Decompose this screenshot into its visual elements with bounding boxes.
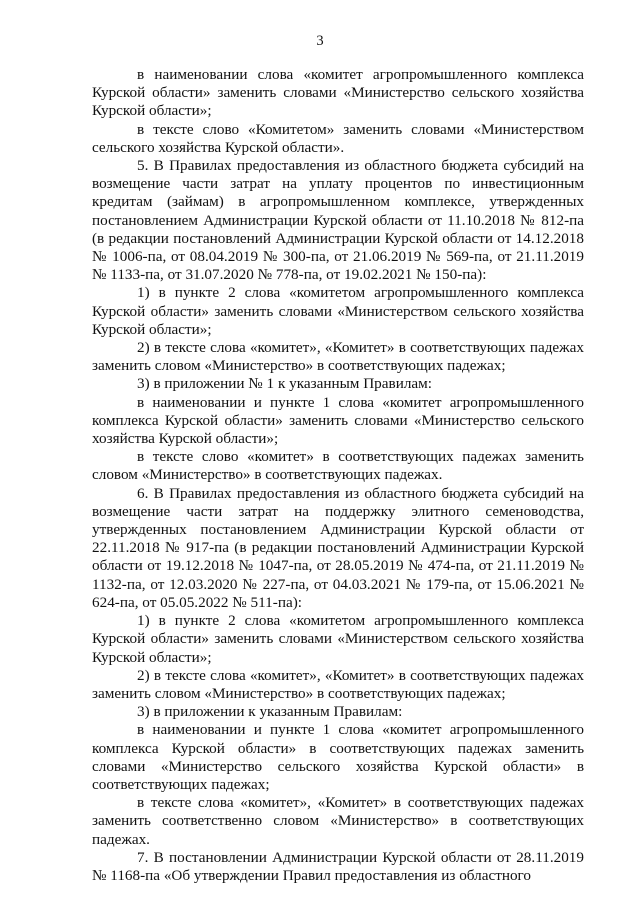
paragraph: 1) в пункте 2 слова «комитетом агропромышленного комплекса Курской области» заменить словами «Министерством сельского хозяйства Курской области»; [92, 284, 584, 338]
paragraph: 5. В Правилах предоставления из областного бюджета субсидий на возмещение части затрат на уплату процентов по инвестиционным кредитам (займам) в агропромышленном комплексе, утвержденных постановлением Администрации Курской области от 11.10.2018 № 812-па (в редакции постановлений Администрации Курской области от 14.12.2018 № 1006-па, от 08.04.2019 № 300-па, от 21.06.2019 № 569-па, от 21.11.2019 № 1133-па, от 31.07.2020 № 778-па, от 19.02.2021 № 150-па): [92, 157, 584, 284]
paragraph: 1) в пункте 2 слова «комитетом агропромышленного комплекса Курской области» заменить словами «Министерством сельского хозяйства Курской области»; [92, 612, 584, 666]
paragraph: в тексте слово «комитет» в соответствующих падежах заменить словом «Министерство» в соответствующих падежах. [92, 448, 584, 484]
paragraph: 3) в приложении к указанным Правилам: [137, 703, 403, 721]
document-body [92, 66, 584, 885]
paragraph: 7. В постановлении Администрации Курской области от 28.11.2019 № 1168-па «Об утверждении Правил предоставления из областного [92, 848, 584, 884]
paragraph: 2) в тексте слова «комитет», «Комитет» в соответствующих падежах заменить словом «Министерство» в соответствующих падежах; [92, 666, 584, 702]
paragraph: 2) в тексте слова «комитет», «Комитет» в соответствующих падежах заменить словом «Министерство» в соответствующих падежах; [92, 339, 584, 375]
paragraph: в наименовании и пункте 1 слова «комитет агропромышленного комплекса Курской области» заменить словами «Министерство сельского хозяйства Курской области»; [92, 393, 584, 448]
paragraph: в наименовании и пункте 1 слова «комитет агропромышленного комплекса Курской области» в соответствующих падежах заменить словами «Министерство сельского хозяйства Курской области» в соответствующих падежах; [92, 721, 584, 793]
paragraph: в наименовании слова «комитет агропромышленного комплекса Курской области» заменить словами «Министерство сельского хозяйства Курской области»; [92, 66, 584, 120]
paragraph: 3) в приложении № 1 к указанным Правилам: [137, 375, 432, 393]
paragraph: 6. В Правилах предоставления из областного бюджета субсидий на возмещение части затрат на поддержку элитного семеноводства, утвержденных постановлением Администрации Курской области от 22.11.2018 № 917-па (в редакции постановлений Администрации Курской области от 19.12.2018 № 1047-па, от 28.05.2019 № 474-па, от 21.11.2019 № 1132-па, от 12.03.2020 № 227-па, от 04.03.2021 № 179-па, от 15.06.2021 № 624-па, от 05.05.2022 № 511-па): [92, 484, 584, 611]
paragraph: в тексте слова «комитет», «Комитет» в соответствующих падежах заменить соответственно словом «Министерство» в соответствующих падежах. [92, 794, 584, 848]
page-number: 3 [316, 33, 324, 49]
paragraph: в тексте слово «Комитетом» заменить словами «Министерством сельского хозяйства Курской области». [92, 120, 584, 156]
